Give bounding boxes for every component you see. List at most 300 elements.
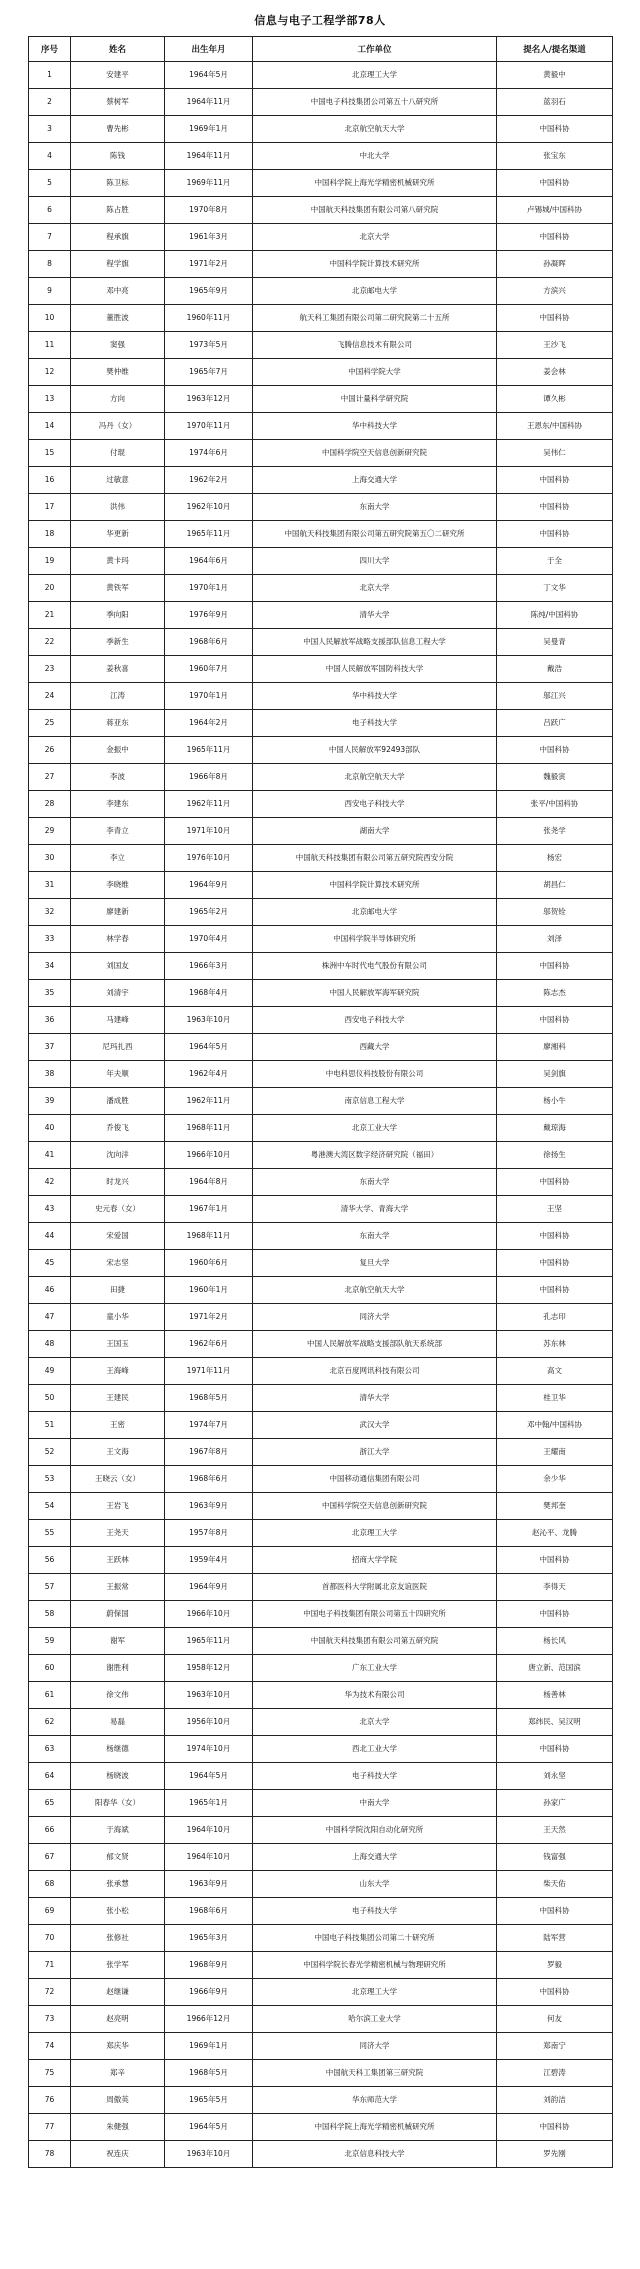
nominator: 戴琼海 — [497, 1115, 613, 1142]
nominator: 高文 — [497, 1358, 613, 1385]
person-name: 史元春（女） — [71, 1196, 165, 1223]
table-row — [29, 764, 613, 791]
workplace: 中国航天科技集团有限公司第五研究院第五〇二研究所 — [253, 521, 497, 548]
table-row — [29, 845, 613, 872]
row-index: 47 — [29, 1304, 71, 1331]
nominator: 张尧学 — [497, 818, 613, 845]
table-row — [29, 1493, 613, 1520]
table-row — [29, 1682, 613, 1709]
table-row — [29, 2114, 613, 2141]
nominator: 王沙飞 — [497, 332, 613, 359]
workplace: 中国科学院计算技术研究所 — [253, 872, 497, 899]
row-index: 1 — [29, 62, 71, 89]
person-name: 王建民 — [71, 1385, 165, 1412]
workplace: 中国航天科工集团第三研究院 — [253, 2060, 497, 2087]
table-row — [29, 737, 613, 764]
person-name: 王跃林 — [71, 1547, 165, 1574]
table-row — [29, 1601, 613, 1628]
table-row — [29, 1277, 613, 1304]
table-row — [29, 2060, 613, 2087]
birth-date: 1968年4月 — [165, 980, 253, 1007]
person-name: 郑辛 — [71, 2060, 165, 2087]
birth-date: 1957年8月 — [165, 1520, 253, 1547]
row-index: 20 — [29, 575, 71, 602]
row-index: 39 — [29, 1088, 71, 1115]
workplace: 中国人民解放军国防科技大学 — [253, 656, 497, 683]
row-index: 32 — [29, 899, 71, 926]
workplace: 中国计量科学研究院 — [253, 386, 497, 413]
nominator: 魏毅寅 — [497, 764, 613, 791]
row-index: 10 — [29, 305, 71, 332]
person-name: 付琨 — [71, 440, 165, 467]
birth-date: 1971年10月 — [165, 818, 253, 845]
row-index: 52 — [29, 1439, 71, 1466]
table-row — [29, 2087, 613, 2114]
nominator: 中国科协 — [497, 494, 613, 521]
person-name: 王国玉 — [71, 1331, 165, 1358]
workplace: 中国科学院沈阳自动化研究所 — [253, 1817, 497, 1844]
birth-date: 1963年10月 — [165, 1682, 253, 1709]
workplace: 飞腾信息技术有限公司 — [253, 332, 497, 359]
table-row — [29, 521, 613, 548]
birth-date: 1973年5月 — [165, 332, 253, 359]
table-row — [29, 143, 613, 170]
birth-date: 1976年10月 — [165, 845, 253, 872]
person-name: 刘清宇 — [71, 980, 165, 1007]
workplace: 中国科学院大学 — [253, 359, 497, 386]
birth-date: 1971年11月 — [165, 1358, 253, 1385]
person-name: 程承旗 — [71, 224, 165, 251]
table-row — [29, 116, 613, 143]
workplace: 株洲中车时代电气股份有限公司 — [253, 953, 497, 980]
birth-date: 1966年8月 — [165, 764, 253, 791]
table-row — [29, 1790, 613, 1817]
table-row — [29, 683, 613, 710]
nominator: 陆军营 — [497, 1925, 613, 1952]
row-index: 14 — [29, 413, 71, 440]
row-index: 6 — [29, 197, 71, 224]
person-name: 姜秋喜 — [71, 656, 165, 683]
workplace: 中国科学院上海光学精密机械研究所 — [253, 170, 497, 197]
workplace: 华中科技大学 — [253, 683, 497, 710]
row-index: 9 — [29, 278, 71, 305]
table-row — [29, 1844, 613, 1871]
birth-date: 1963年10月 — [165, 2141, 253, 2168]
birth-date: 1968年5月 — [165, 1385, 253, 1412]
person-name: 阳春华（女） — [71, 1790, 165, 1817]
row-index: 27 — [29, 764, 71, 791]
nominator: 王坚 — [497, 1196, 613, 1223]
workplace: 上海交通大学 — [253, 467, 497, 494]
row-index: 15 — [29, 440, 71, 467]
birth-date: 1965年2月 — [165, 899, 253, 926]
table-row — [29, 1466, 613, 1493]
birth-date: 1966年10月 — [165, 1601, 253, 1628]
workplace: 中国科学院长春光学精密机械与物理研究所 — [253, 1952, 497, 1979]
row-index: 55 — [29, 1520, 71, 1547]
member-table — [28, 36, 613, 2168]
workplace: 北京大学 — [253, 575, 497, 602]
row-index: 77 — [29, 2114, 71, 2141]
person-name: 林学春 — [71, 926, 165, 953]
nominator: 苏东林 — [497, 1331, 613, 1358]
table-row — [29, 197, 613, 224]
birth-date: 1962年11月 — [165, 791, 253, 818]
birth-date: 1964年9月 — [165, 1574, 253, 1601]
person-name: 蒋亚东 — [71, 710, 165, 737]
nominator: 罗毅 — [497, 1952, 613, 1979]
row-index: 24 — [29, 683, 71, 710]
person-name: 王海峰 — [71, 1358, 165, 1385]
person-name: 徐文伟 — [71, 1682, 165, 1709]
nominator: 郑南宁 — [497, 2033, 613, 2060]
row-index: 68 — [29, 1871, 71, 1898]
table-row — [29, 1736, 613, 1763]
row-index: 43 — [29, 1196, 71, 1223]
table-row — [29, 980, 613, 1007]
table-row — [29, 1952, 613, 1979]
table-row — [29, 1412, 613, 1439]
row-index: 36 — [29, 1007, 71, 1034]
person-name: 宋志坚 — [71, 1250, 165, 1277]
table-row — [29, 1250, 613, 1277]
person-name: 程学旗 — [71, 251, 165, 278]
row-index: 37 — [29, 1034, 71, 1061]
nominator: 于全 — [497, 548, 613, 575]
table-row — [29, 1358, 613, 1385]
birth-date: 1960年1月 — [165, 1277, 253, 1304]
row-index: 29 — [29, 818, 71, 845]
table-row — [29, 1223, 613, 1250]
person-name: 董胜波 — [71, 305, 165, 332]
birth-date: 1969年1月 — [165, 116, 253, 143]
row-index: 31 — [29, 872, 71, 899]
table-row — [29, 656, 613, 683]
birth-date: 1963年12月 — [165, 386, 253, 413]
row-index: 23 — [29, 656, 71, 683]
nominator: 戴浩 — [497, 656, 613, 683]
nominator: 中国科协 — [497, 1601, 613, 1628]
birth-date: 1964年10月 — [165, 1844, 253, 1871]
birth-date: 1962年6月 — [165, 1331, 253, 1358]
workplace: 中国航天科技集团有限公司第五研究院西安分院 — [253, 845, 497, 872]
row-index: 33 — [29, 926, 71, 953]
nominator: 杨宏 — [497, 845, 613, 872]
nominator: 中国科协 — [497, 224, 613, 251]
workplace: 华东师范大学 — [253, 2087, 497, 2114]
row-index: 56 — [29, 1547, 71, 1574]
table-row — [29, 1034, 613, 1061]
row-index: 8 — [29, 251, 71, 278]
nominator: 黄毅中 — [497, 62, 613, 89]
row-index: 58 — [29, 1601, 71, 1628]
birth-date: 1968年11月 — [165, 1115, 253, 1142]
table-row — [29, 1385, 613, 1412]
table-row — [29, 1898, 613, 1925]
person-name: 于海斌 — [71, 1817, 165, 1844]
workplace: 北京工业大学 — [253, 1115, 497, 1142]
table-row — [29, 1547, 613, 1574]
person-name: 马建峰 — [71, 1007, 165, 1034]
workplace: 浙江大学 — [253, 1439, 497, 1466]
person-name: 王尧天 — [71, 1520, 165, 1547]
workplace: 北京理工大学 — [253, 1520, 497, 1547]
birth-date: 1970年1月 — [165, 683, 253, 710]
birth-date: 1968年6月 — [165, 1898, 253, 1925]
workplace: 南京信息工程大学 — [253, 1088, 497, 1115]
nominator: 中国科协 — [497, 1547, 613, 1574]
nominator: 钱富强 — [497, 1844, 613, 1871]
birth-date: 1958年12月 — [165, 1655, 253, 1682]
row-index: 46 — [29, 1277, 71, 1304]
workplace: 中国人民解放军海军研究院 — [253, 980, 497, 1007]
person-name: 王晓云（女） — [71, 1466, 165, 1493]
nominator: 中国科协 — [497, 116, 613, 143]
workplace: 北京信息科技大学 — [253, 2141, 497, 2168]
workplace: 同济大学 — [253, 2033, 497, 2060]
person-name: 朱健强 — [71, 2114, 165, 2141]
nominator: 张平/中国科协 — [497, 791, 613, 818]
workplace: 西北工业大学 — [253, 1736, 497, 1763]
birth-date: 1964年10月 — [165, 1817, 253, 1844]
nominator: 陈志杰 — [497, 980, 613, 1007]
nominator: 孙凝晖 — [497, 251, 613, 278]
row-index: 73 — [29, 2006, 71, 2033]
table-row — [29, 1304, 613, 1331]
workplace: 中国科学院计算技术研究所 — [253, 251, 497, 278]
person-name: 蔡树军 — [71, 89, 165, 116]
workplace: 北京航空航天大学 — [253, 764, 497, 791]
row-index: 38 — [29, 1061, 71, 1088]
birth-date: 1965年9月 — [165, 278, 253, 305]
nominator: 罗先刚 — [497, 2141, 613, 2168]
table-row — [29, 89, 613, 116]
birth-date: 1960年11月 — [165, 305, 253, 332]
person-name: 黄铁军 — [71, 575, 165, 602]
row-index: 48 — [29, 1331, 71, 1358]
birth-date: 1966年9月 — [165, 1979, 253, 2006]
workplace: 北京邮电大学 — [253, 278, 497, 305]
person-name: 廖建新 — [71, 899, 165, 926]
birth-date: 1966年10月 — [165, 1142, 253, 1169]
table-row — [29, 62, 613, 89]
row-index: 30 — [29, 845, 71, 872]
birth-date: 1965年11月 — [165, 737, 253, 764]
birth-date: 1967年1月 — [165, 1196, 253, 1223]
table-row — [29, 1169, 613, 1196]
person-name: 王密 — [71, 1412, 165, 1439]
workplace: 北京邮电大学 — [253, 899, 497, 926]
table-row — [29, 1088, 613, 1115]
nominator: 中国科协 — [497, 1277, 613, 1304]
header-index: 序号 — [29, 37, 71, 62]
workplace: 山东大学 — [253, 1871, 497, 1898]
person-name: 张学军 — [71, 1952, 165, 1979]
workplace: 清华大学 — [253, 602, 497, 629]
birth-date: 1965年7月 — [165, 359, 253, 386]
row-index: 13 — [29, 386, 71, 413]
header-workplace: 工作单位 — [253, 37, 497, 62]
birth-date: 1964年11月 — [165, 89, 253, 116]
birth-date: 1968年11月 — [165, 1223, 253, 1250]
person-name: 邓中亮 — [71, 278, 165, 305]
birth-date: 1974年7月 — [165, 1412, 253, 1439]
table-row — [29, 575, 613, 602]
nominator: 丁文华 — [497, 575, 613, 602]
table-row — [29, 1061, 613, 1088]
table-row — [29, 899, 613, 926]
workplace: 北京大学 — [253, 1709, 497, 1736]
person-name: 金振中 — [71, 737, 165, 764]
row-index: 7 — [29, 224, 71, 251]
nominator: 吕跃广 — [497, 710, 613, 737]
nominator: 邬江兴 — [497, 683, 613, 710]
row-index: 76 — [29, 2087, 71, 2114]
birth-date: 1970年4月 — [165, 926, 253, 953]
row-index: 62 — [29, 1709, 71, 1736]
person-name: 季新生 — [71, 629, 165, 656]
row-index: 74 — [29, 2033, 71, 2060]
workplace: 武汉大学 — [253, 1412, 497, 1439]
workplace: 广东工业大学 — [253, 1655, 497, 1682]
nominator: 吴剑旗 — [497, 1061, 613, 1088]
table-row — [29, 548, 613, 575]
birth-date: 1965年5月 — [165, 2087, 253, 2114]
person-name: 时龙兴 — [71, 1169, 165, 1196]
row-index: 72 — [29, 1979, 71, 2006]
row-index: 26 — [29, 737, 71, 764]
row-index: 44 — [29, 1223, 71, 1250]
person-name: 杨继德 — [71, 1736, 165, 1763]
nominator: 吴曼青 — [497, 629, 613, 656]
workplace: 西藏大学 — [253, 1034, 497, 1061]
birth-date: 1968年9月 — [165, 1952, 253, 1979]
nominator: 王耀南 — [497, 1439, 613, 1466]
table-row — [29, 1142, 613, 1169]
nominator: 中国科协 — [497, 1898, 613, 1925]
row-index: 64 — [29, 1763, 71, 1790]
birth-date: 1976年9月 — [165, 602, 253, 629]
person-name: 宋爱国 — [71, 1223, 165, 1250]
nominator: 中国科协 — [497, 953, 613, 980]
person-name: 方向 — [71, 386, 165, 413]
table-row — [29, 1655, 613, 1682]
workplace: 中国电子科技集团公司第二十研究所 — [253, 1925, 497, 1952]
row-index: 69 — [29, 1898, 71, 1925]
workplace: 粤港澳大湾区数字经济研究院（福田） — [253, 1142, 497, 1169]
workplace: 中国人民解放军战略支援部队信息工程大学 — [253, 629, 497, 656]
row-index: 40 — [29, 1115, 71, 1142]
row-index: 35 — [29, 980, 71, 1007]
header-nominator: 提名人/提名渠道 — [497, 37, 613, 62]
person-name: 赵继谦 — [71, 1979, 165, 2006]
birth-date: 1965年11月 — [165, 521, 253, 548]
row-index: 50 — [29, 1385, 71, 1412]
workplace: 西安电子科技大学 — [253, 791, 497, 818]
row-index: 65 — [29, 1790, 71, 1817]
person-name: 潘成胜 — [71, 1088, 165, 1115]
table-row — [29, 251, 613, 278]
nominator: 郑纬民、吴汉明 — [497, 1709, 613, 1736]
row-index: 34 — [29, 953, 71, 980]
person-name: 陈占胜 — [71, 197, 165, 224]
nominator: 中国科协 — [497, 1223, 613, 1250]
workplace: 北京航空航天大学 — [253, 116, 497, 143]
nominator: 余少华 — [497, 1466, 613, 1493]
person-name: 李建东 — [71, 791, 165, 818]
row-index: 57 — [29, 1574, 71, 1601]
birth-date: 1970年1月 — [165, 575, 253, 602]
person-name: 窦强 — [71, 332, 165, 359]
nominator: 桂卫华 — [497, 1385, 613, 1412]
workplace: 华为技术有限公司 — [253, 1682, 497, 1709]
workplace: 中南大学 — [253, 1790, 497, 1817]
person-name: 祝连庆 — [71, 2141, 165, 2168]
nominator: 赵沁平、龙腾 — [497, 1520, 613, 1547]
table-row — [29, 1196, 613, 1223]
table-row — [29, 1520, 613, 1547]
birth-date: 1956年10月 — [165, 1709, 253, 1736]
birth-date: 1974年6月 — [165, 440, 253, 467]
workplace: 四川大学 — [253, 548, 497, 575]
person-name: 谢胜利 — [71, 1655, 165, 1682]
row-index: 41 — [29, 1142, 71, 1169]
row-index: 16 — [29, 467, 71, 494]
table-row — [29, 2033, 613, 2060]
table-row — [29, 1115, 613, 1142]
table-row — [29, 1574, 613, 1601]
row-index: 21 — [29, 602, 71, 629]
workplace: 上海交通大学 — [253, 1844, 497, 1871]
nominator: 中国科协 — [497, 1169, 613, 1196]
birth-date: 1968年5月 — [165, 2060, 253, 2087]
birth-date: 1967年8月 — [165, 1439, 253, 1466]
birth-date: 1962年10月 — [165, 494, 253, 521]
workplace: 东南大学 — [253, 1169, 497, 1196]
row-index: 49 — [29, 1358, 71, 1385]
table-row — [29, 1628, 613, 1655]
nominator: 孔志印 — [497, 1304, 613, 1331]
workplace: 中国电子科技集团公司第五十八研究所 — [253, 89, 497, 116]
birth-date: 1963年9月 — [165, 1871, 253, 1898]
nominator: 李得天 — [497, 1574, 613, 1601]
birth-date: 1965年3月 — [165, 1925, 253, 1952]
birth-date: 1964年5月 — [165, 62, 253, 89]
person-name: 赵亮明 — [71, 2006, 165, 2033]
table-row — [29, 1331, 613, 1358]
person-name: 郑庆华 — [71, 2033, 165, 2060]
nominator: 中国科协 — [497, 170, 613, 197]
workplace: 电子科技大学 — [253, 710, 497, 737]
workplace: 中国人民解放军战略支援部队航天系统部 — [253, 1331, 497, 1358]
row-index: 66 — [29, 1817, 71, 1844]
birth-date: 1964年9月 — [165, 872, 253, 899]
person-name: 谢军 — [71, 1628, 165, 1655]
row-index: 42 — [29, 1169, 71, 1196]
table-body — [29, 62, 613, 2168]
table-row — [29, 278, 613, 305]
table-row — [29, 710, 613, 737]
header-name: 姓名 — [71, 37, 165, 62]
birth-date: 1964年5月 — [165, 1034, 253, 1061]
header-birth: 出生年月 — [165, 37, 253, 62]
birth-date: 1960年6月 — [165, 1250, 253, 1277]
birth-date: 1962年11月 — [165, 1088, 253, 1115]
table-row — [29, 413, 613, 440]
birth-date: 1961年3月 — [165, 224, 253, 251]
row-index: 71 — [29, 1952, 71, 1979]
nominator: 中国科协 — [497, 305, 613, 332]
